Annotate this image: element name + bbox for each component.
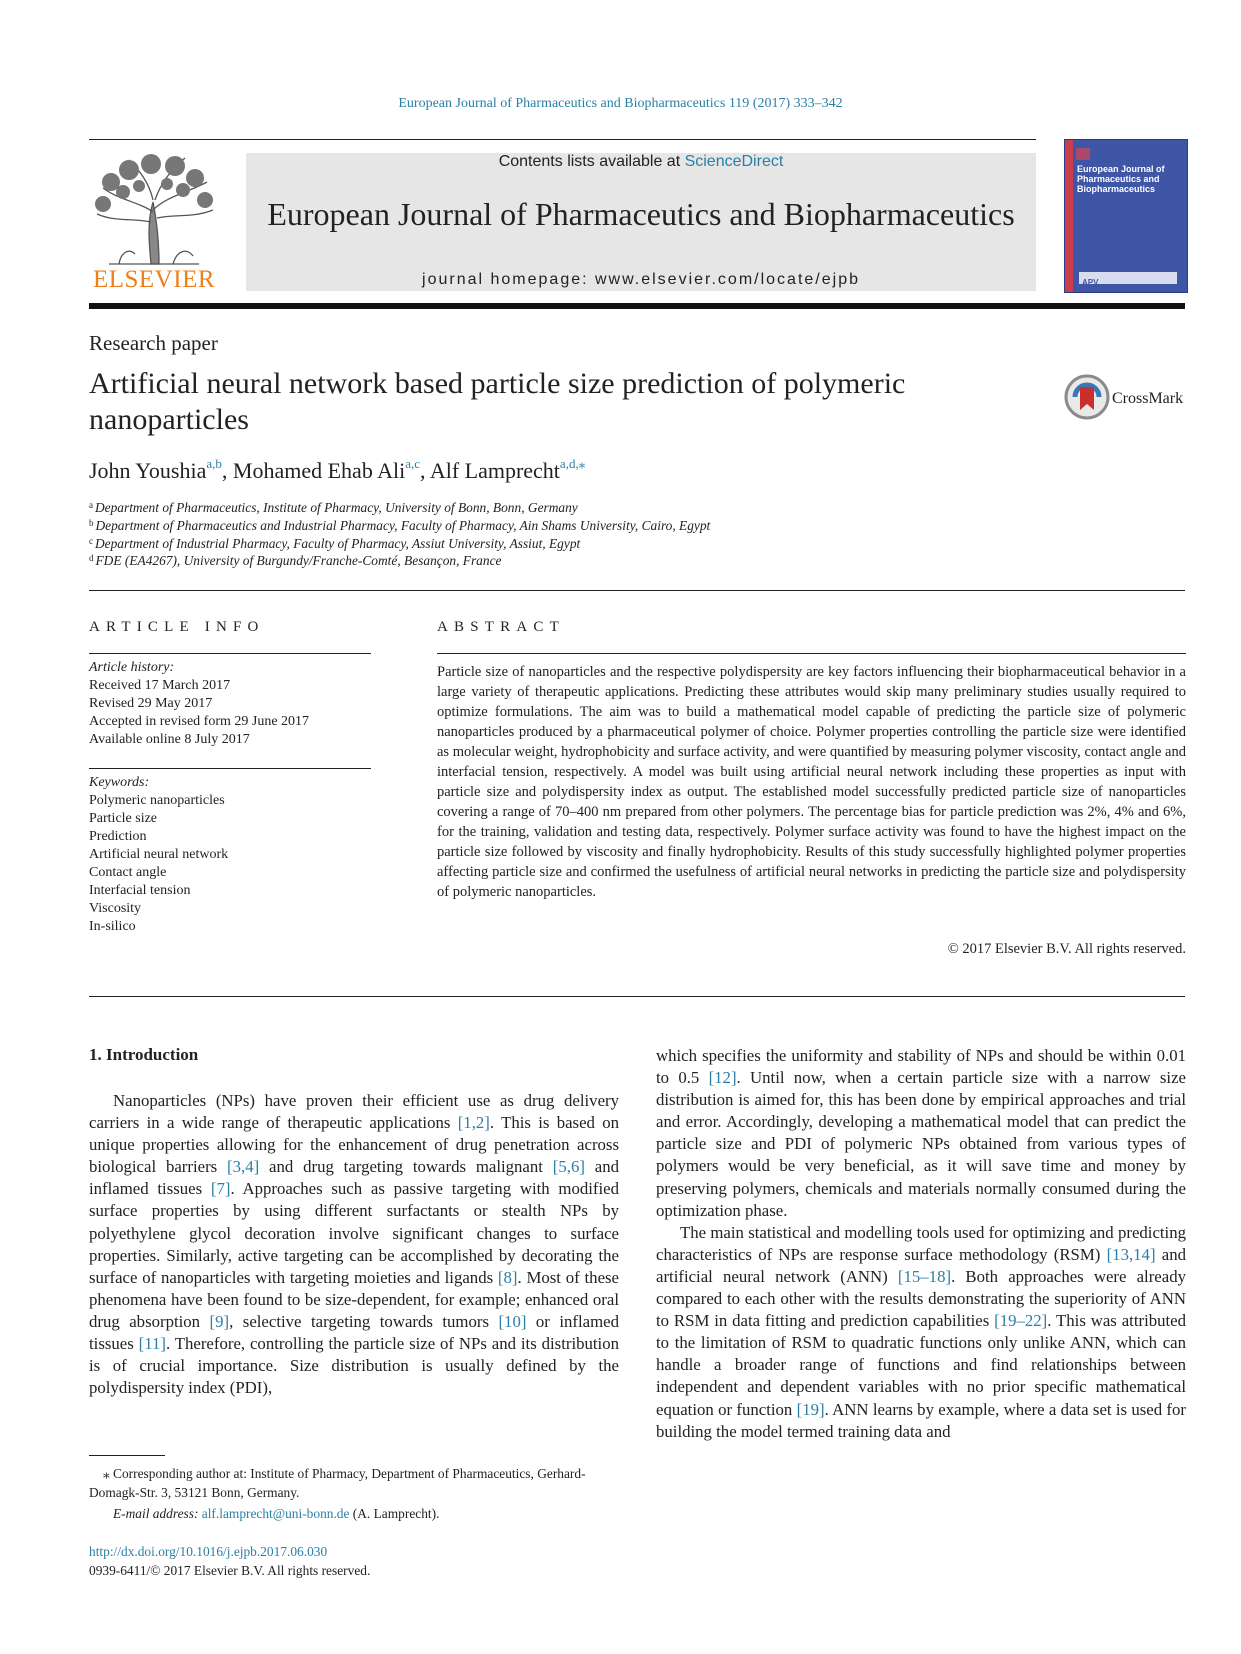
- doi-link[interactable]: http://dx.doi.org/10.1016/j.ejpb.2017.06.030: [89, 1544, 328, 1559]
- keyword: In-silico: [89, 919, 136, 934]
- author-name: John Youshia: [89, 458, 207, 483]
- elsevier-wordmark: ELSEVIER: [92, 266, 216, 293]
- history-item: Revised 29 May 2017: [89, 696, 213, 711]
- reference-link[interactable]: [19–22]: [994, 1311, 1048, 1331]
- header-thick-rule: [89, 303, 1185, 309]
- doi-block: [89, 1542, 370, 1580]
- author-name: Mohamed Ehab Ali: [232, 458, 406, 483]
- journal-citation[interactable]: European Journal of Pharmaceutics and Biopharmaceutics 119 (2017) 333–342: [398, 96, 843, 111]
- journal-title: European Journal of Pharmaceutics and Biopharmaceutics: [267, 196, 1015, 232]
- affiliation-list: [89, 499, 710, 570]
- reference-link[interactable]: [9]: [209, 1311, 230, 1331]
- email-link[interactable]: alf.lamprecht@uni-bonn.de: [201, 1506, 350, 1521]
- keywords-rule: [89, 768, 371, 769]
- reference-link[interactable]: [11]: [138, 1334, 166, 1354]
- journal-homepage: journal homepage: www.elsevier.com/locate/ejpb: [422, 271, 860, 288]
- reference-link[interactable]: [8]: [497, 1267, 518, 1287]
- cover-title: European Journal of Pharmaceutics and Biopharmaceutics: [1077, 164, 1165, 194]
- affiliation: $^a$ Department of Pharmaceutics, Institute of Pharmacy, University of Bonn, Bonn, Germany: [89, 500, 578, 515]
- history-label: Article history:: [89, 660, 175, 675]
- cover-strip: [1065, 140, 1073, 292]
- abstract-copyright: © 2017 Elsevier B.V. All rights reserved.: [947, 941, 1186, 957]
- homepage-url-link[interactable]: www.elsevier.com/locate/ejpb: [595, 271, 860, 288]
- corresponding-author: ⁎ Corresponding author at: Institute of Pharmacy, Department of Pharmaceutics, Gerhard-Domagk-Str. 3, 53121 Bonn, Germany.: [89, 1466, 586, 1500]
- abstract-heading: ABSTRACT: [437, 619, 565, 635]
- reference-link[interactable]: [13,14]: [1106, 1244, 1156, 1264]
- abstract-rule: [437, 653, 1186, 654]
- paper-title: Artificial neural network based particle size prediction of polymeric nanoparticles: [89, 367, 906, 436]
- sciencedirect-link[interactable]: ScienceDirect: [684, 153, 784, 170]
- journal-cover-thumbnail[interactable]: [1064, 139, 1188, 293]
- cover-footer: [1079, 272, 1177, 287]
- crossmark-icon[interactable]: [1064, 374, 1110, 420]
- reference-link[interactable]: [10]: [498, 1311, 527, 1331]
- intro-paragraph: The main statistical and modelling tools used for optimizing and predicting characteristics of NPs are response surface methodology (RSM) [13,14] and artificial neural network (ANN) [15–18]. Both approaches were already compared to each other with the results demonstrating the superiority of ANN to RSM in data fitting and prediction capabilities [19–22]. This was attributed to the limitation of RSM to quadratic functions only unlike ANN, which can handle a broader range of functions and find relationships between independent and dependent variables with no prior specific mathematical equation or function [19]. ANN learns by example, where a data set is used for building the model termed training data and: [656, 1222, 1187, 1441]
- author-list: John Youshia$^{a,b}$, Mohamed Ehab Ali$^{a,c}$, Alf Lamprecht$^{a,d,⁎}$: [89, 456, 586, 483]
- reference-link[interactable]: [1,2]: [457, 1113, 490, 1133]
- keyword: Interfacial tension: [89, 883, 191, 898]
- reference-link[interactable]: [19]: [796, 1399, 825, 1419]
- keywords-label: Keywords:: [89, 775, 150, 790]
- header-top-rule: [89, 139, 1036, 140]
- article-info-rule: [89, 653, 371, 654]
- intro-paragraph: Nanoparticles (NPs) have proven their efficient use as drug delivery carriers in a wide range of therapeutic applications [1,2]. This is based on unique properties allowing for the enhancement of drug penetration across biological barriers [3,4] and drug targeting towards malignant [5,6] and inflamed tissues [7]. Approaches such as passive targeting with modified surface properties by using different surfactants or stealth NPs by polyethylene glycol decoration involve significant changes to surface properties. Similarly, active targeting can be accomplished by decorating the surface of nanoparticles with targeting moieties and ligands [8]. Most of these phenomena have been found to be size-dependent, for example; enhanced oral drug absorption [9], selective targeting towards tumors [10] or inflamed tissues [11]. Therefore, controlling the particle size of NPs and its distribution is of crucial importance. Size distribution is usually defined by the polydispersity index (PDI),: [89, 1091, 619, 1398]
- author-affiliation-marks[interactable]: a,c: [405, 456, 421, 471]
- history-item: Accepted in revised form 29 June 2017: [89, 714, 310, 729]
- keyword: Viscosity: [89, 901, 142, 916]
- issn-line: 0939-6411/© 2017 Elsevier B.V. All rights reserved.: [89, 1563, 371, 1578]
- reference-link[interactable]: [3,4]: [227, 1157, 260, 1177]
- author-affiliation-marks[interactable]: a,d,⁎: [559, 456, 586, 471]
- reference-link[interactable]: [7]: [210, 1179, 231, 1199]
- author-name: Alf Lamprecht: [429, 458, 560, 483]
- history-item: Available online 8 July 2017: [89, 732, 250, 747]
- history-item: Received 17 March 2017: [89, 678, 231, 693]
- keyword: Polymeric nanoparticles: [89, 793, 225, 808]
- keyword: Artificial neural network: [89, 847, 229, 862]
- reference-link[interactable]: [12]: [708, 1068, 737, 1088]
- corresponding-author-footnote: [89, 1464, 619, 1523]
- keyword: Contact angle: [89, 865, 167, 880]
- article-type: Research paper: [89, 331, 218, 355]
- email-line: E-mail address: alf.lamprecht@uni-bonn.de (A. Lamprecht).: [113, 1506, 440, 1521]
- intro-right-column: [656, 1045, 1186, 1443]
- affiliation: $^b$ Department of Pharmaceutics and Industrial Pharmacy, Faculty of Pharmacy, Ain Shams University, Cairo, Egypt: [89, 517, 711, 533]
- affiliation: $^d$ FDE (EA4267), University of Burgundy/Franche-Comté, Besançon, France: [89, 553, 502, 569]
- article-history: [89, 659, 309, 749]
- crossmark-label[interactable]: CrossMark: [1112, 390, 1184, 407]
- introduction-heading: 1. Introduction: [89, 1045, 199, 1064]
- affiliation: $^c$ Department of Industrial Pharmacy, Faculty of Pharmacy, Assiut University, Assiut, Egypt: [89, 535, 581, 551]
- intro-paragraph: which specifies the uniformity and stability of NPs and should be within 0.01 to 0.5 [12]. Until now, when a certain particle size with a narrow size distribution is aimed for, this has been done by empirical approaches and trial and error. Accordingly, developing a mathematical model that can predict the particle size and PDI of polymeric NPs obtained from various types of polymers would be very beneficial, as it will save time and money by preserving polymers, chemicals and materials normally consumed during the optimization phase.: [656, 1046, 1186, 1220]
- footnote-rule: [89, 1455, 165, 1456]
- cover-stamp-icon: [1076, 148, 1090, 160]
- keyword: Particle size: [89, 811, 158, 826]
- abstract-bottom-rule: [89, 996, 1185, 997]
- keyword: Prediction: [89, 829, 147, 844]
- keywords: [89, 774, 228, 936]
- article-info-heading: ARTICLE INFO: [89, 619, 265, 635]
- affiliation-rule: [89, 590, 1185, 591]
- intro-left-column: [89, 1090, 619, 1399]
- abstract-text: Particle size of nanoparticles and the respective polydispersity are key factors influencing their biopharmaceutical behavior in a large variety of therapeutic applications. Predicting these attributes would skip many preliminary studies usually required to optimize formulations. The aim was to build a mathematical model capable of predicting the particle size of polymeric nanoparticles produced by a pharmaceutical polymer of choice. Polymer properties controlling the particle size were identified as molecular weight, hydrophobicity and surface activity, and were quantified by measuring polymer viscosity, contact angle and interfacial tension, respectively. A model was built using artificial neural network including these properties as input with particle size and polydispersity index as output. The established model successfully predicted particle size of nanoparticles covering a range of 70–400 nm prepared from other polymers. The percentage bias for particle prediction was 2%, 4% and 6%, for the training, validation and testing data, respectively. Polymer surface activity was found to have the highest impact on the particle size followed by viscosity and finally hydrophobicity. Results of this study successfully highlighted polymer properties affecting particle size and confirmed the usefulness of artificial neural networks in predicting the particle size and polydispersity of polymeric nanoparticles.: [437, 664, 1186, 900]
- author-affiliation-marks[interactable]: a,b: [206, 456, 222, 471]
- cover-stamp-label: APV: [1082, 278, 1099, 287]
- contents-line: Contents lists available at ScienceDirect: [498, 153, 784, 170]
- reference-link[interactable]: [15–18]: [897, 1266, 952, 1286]
- reference-link[interactable]: [5,6]: [552, 1157, 585, 1177]
